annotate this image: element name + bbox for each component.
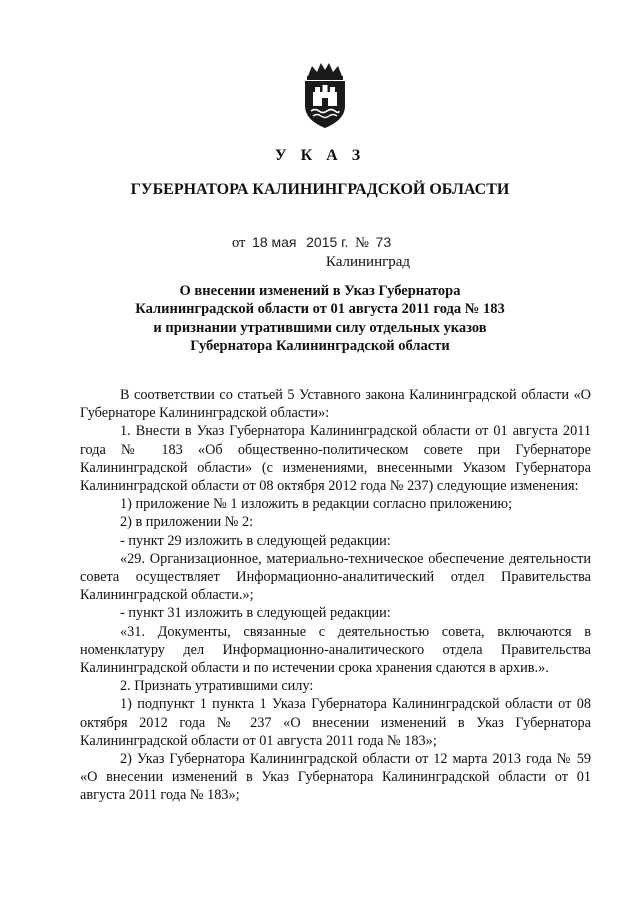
body-paragraph: «31. Документы, связанные с деятельностью совета, включаются в номенклатуру дел Информационно-аналитического отдела Правительства Калининградской области и по истечении срока хранения сдаются в архив.». [80, 623, 591, 677]
subject-line: и признании утратившими силу отдельных указов [153, 319, 487, 336]
date-value: 18 мая [252, 234, 297, 250]
body-paragraph: 1) приложение № 1 изложить в редакции согласно приложению; [120, 496, 513, 513]
date-line [232, 234, 394, 252]
body-paragraph: - пункт 31 изложить в следующей редакции: [120, 605, 391, 622]
subject-line: Калининградской области от 01 августа 2011 года № 183 [135, 301, 505, 318]
subject-line: О внесении изменений в Указ Губернатора [179, 283, 461, 299]
subject-line: Губернатора Калининградской области [190, 338, 450, 355]
body-paragraph: В соответствии со статьей 5 Уставного закона Калининградской области «О Губернаторе Калининградской области»: [80, 387, 591, 422]
document-title: У К А З [274, 147, 366, 164]
date-year: 2015 г. [306, 234, 349, 250]
number-sign: № [355, 235, 369, 251]
body-paragraph: 2. Признать утратившими силу: [120, 678, 314, 695]
decree-number: 73 [375, 234, 392, 250]
place-of-issue: Калининград [325, 254, 411, 270]
body-paragraph: 1. Внести в Указ Губернатора Калининградской области от 01 августа 2011 года № 183 «Об общественно-политическом совете при Губернаторе Калининградской области» (с изменениями, внесенными Указом Губернатора Калининградской области от 08 октября 2012 года № 237) следующие изменения: [80, 423, 591, 495]
coat-of-arms-emblem [300, 62, 350, 130]
body-paragraph: 2) Указ Губернатора Калининградской области от 12 марта 2013 года № 59 «О внесении изменений в Указ Губернатора Калининградской области от 01 августа 2011 года № 183»; [80, 751, 591, 804]
body-paragraph: 2) в приложении № 2: [120, 514, 254, 531]
date-prefix: от [232, 235, 246, 251]
body-paragraph: «29. Организационное, материально-техническое обеспечение деятельности совета осуществляет Информационно-аналитический отдел Правительства Калининградской области.»; [80, 550, 591, 604]
body-paragraph: 1) подпункт 1 пункта 1 Указа Губернатора Калининградской области от 08 октября 2012 года № 237 «О внесении изменений в Указ Губернатора Калининградской области от 01 августа 2011 года № 183»; [80, 696, 591, 749]
issuing-authority: ГУБЕРНАТОРА КАЛИНИНГРАДСКОЙ ОБЛАСТИ [130, 181, 510, 198]
body-paragraph: - пункт 29 изложить в следующей редакции: [120, 532, 391, 549]
decree-body [80, 386, 591, 805]
decree-subject [60, 282, 580, 356]
